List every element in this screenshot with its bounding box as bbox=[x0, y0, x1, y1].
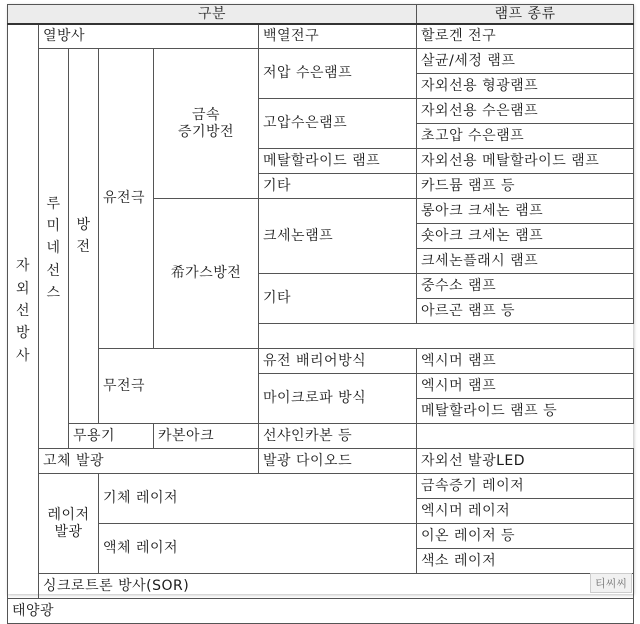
xenon-cell: 크세논램프 bbox=[259, 199, 417, 274]
microwave-cell: 마이크로파 방식 bbox=[259, 374, 417, 424]
long-arc-cell: 롱아크 크세논 램프 bbox=[417, 199, 634, 224]
table-row bbox=[8, 574, 634, 599]
short-arc-cell: 숏아크 크세논 램프 bbox=[417, 224, 634, 249]
deuterium-cell: 중수소 램프 bbox=[417, 274, 634, 299]
table-row bbox=[8, 49, 634, 74]
etc-rare-gas-cell: 기타 bbox=[259, 274, 417, 324]
sunshine-carbon-cell: 선샤인카본 등 bbox=[259, 424, 417, 449]
dye-laser-cell: 색소 레이저 bbox=[417, 549, 634, 574]
luminescence-label: 루 미 네 선 스 bbox=[39, 49, 69, 449]
header-row bbox=[8, 5, 634, 24]
uv-source-classification-table bbox=[7, 4, 634, 624]
metal-halide-cell: 메탈할라이드 램프 bbox=[259, 149, 417, 174]
solid-emission-cell: 고체 발광 bbox=[39, 449, 259, 474]
sunlight-cell: 태양광 bbox=[8, 599, 634, 624]
discharge-label: 방 전 bbox=[69, 49, 99, 424]
table-row bbox=[8, 474, 634, 499]
excimer-lamp-1-cell: 엑시머 램프 bbox=[417, 349, 634, 374]
electrodeless-cell: 무전극 bbox=[99, 349, 259, 424]
liquid-laser-cell: 액체 레이저 bbox=[99, 524, 417, 574]
table-row bbox=[8, 349, 634, 374]
uv-led-cell: 자외선 발광LED bbox=[417, 449, 634, 474]
excimer-laser-cell: 엑시머 레이저 bbox=[417, 499, 634, 524]
unused-cell: 무용기 bbox=[69, 424, 154, 449]
metal-halide-etc-cell: 메탈할라이드 램프 등 bbox=[417, 399, 634, 424]
incandescent-cell: 백열전구 bbox=[259, 24, 417, 49]
sor-cell: 싱크로트론 방사(SOR) bbox=[39, 574, 634, 599]
table-row bbox=[8, 24, 634, 49]
table-row bbox=[8, 424, 634, 449]
classification-table-frame bbox=[7, 4, 633, 619]
led-cell: 발광 다이오드 bbox=[259, 449, 417, 474]
laser-cell: 레이저 발광 bbox=[39, 474, 99, 574]
ion-laser-cell: 이온 레이저 등 bbox=[417, 524, 634, 549]
metal-vapor-cell: 금속 증기방전 bbox=[154, 49, 259, 199]
header-lamp-type: 램프 종류 bbox=[417, 5, 634, 24]
table-row bbox=[8, 449, 634, 474]
uv-fluorescent-cell: 자외선용 형광램프 bbox=[417, 74, 634, 99]
sterilizing-cell: 살균/세정 램프 bbox=[417, 49, 634, 74]
metal-vapor-laser-cell: 금속증기 레이저 bbox=[417, 474, 634, 499]
excimer-lamp-2-cell: 엑시머 램프 bbox=[417, 374, 634, 399]
carbon-arc-cell: 카본아크 bbox=[154, 424, 259, 449]
halogen-cell: 할로겐 전구 bbox=[417, 24, 634, 49]
table-row bbox=[8, 599, 634, 624]
high-pressure-mercury-cell: 고압수은램프 bbox=[259, 99, 417, 149]
table-row bbox=[8, 524, 634, 549]
ultra-high-mercury-cell: 초고압 수은램프 bbox=[417, 124, 634, 149]
gas-laser-cell: 기체 레이저 bbox=[99, 474, 417, 524]
electrode-cell: 유전극 bbox=[99, 49, 154, 349]
rare-gas-cell: 希가스방전 bbox=[154, 199, 259, 349]
etc-metal-vapor-cell: 기타 bbox=[259, 174, 417, 199]
low-pressure-mercury-cell: 저압 수은램프 bbox=[259, 49, 417, 99]
watermark-badge: 티씨씨 bbox=[590, 573, 632, 593]
argon-cell: 아르곤 램프 등 bbox=[417, 299, 634, 324]
uv-mercury-cell: 자외선용 수은램프 bbox=[417, 99, 634, 124]
header-category: 구분 bbox=[8, 5, 417, 24]
heat-radiation-cell: 열방사 bbox=[39, 24, 259, 49]
dielectric-barrier-cell: 유전 배리어방식 bbox=[259, 349, 417, 374]
uv-radiation-label: 자 외 선 방 사 bbox=[8, 24, 39, 599]
xenon-flash-cell: 크세논플래시 램프 bbox=[417, 249, 634, 274]
uv-metal-halide-cell: 자외선용 메탈할라이드 램프 bbox=[417, 149, 634, 174]
cadmium-cell: 카드뮴 램프 등 bbox=[417, 174, 634, 199]
